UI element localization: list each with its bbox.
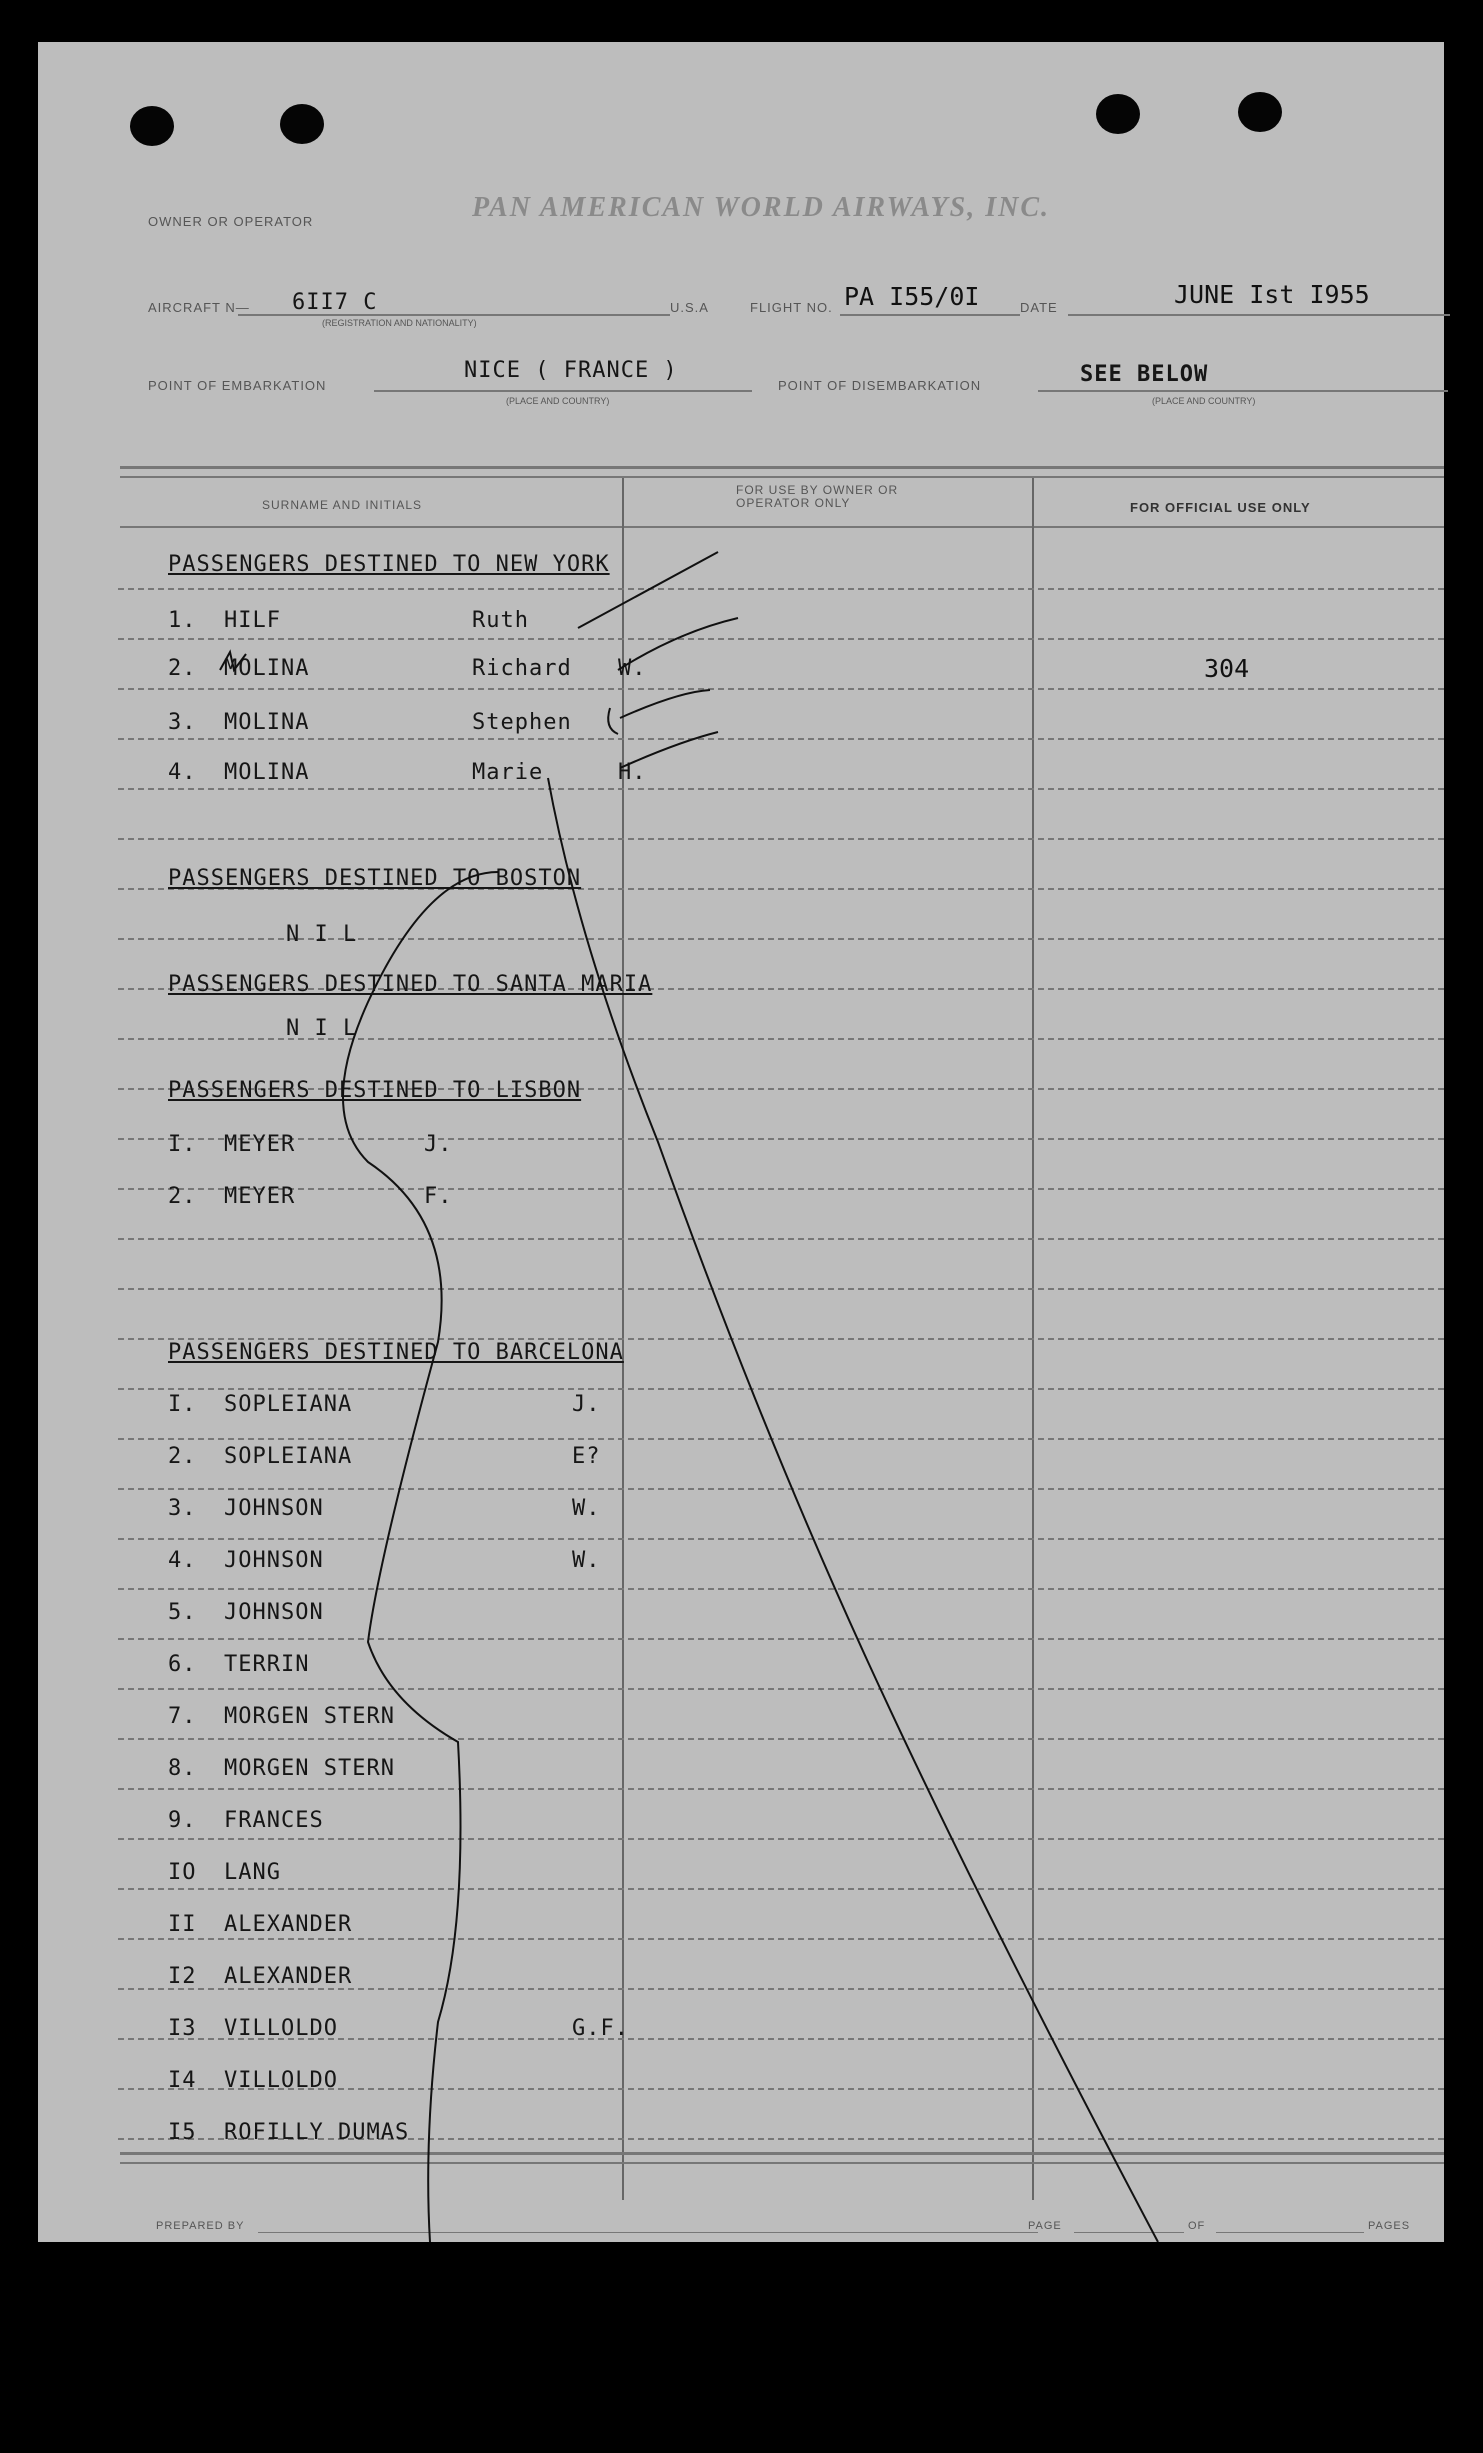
ny-given-2: Richard: [472, 656, 572, 681]
tick-mark: [220, 652, 246, 670]
embarkation-label: POINT OF EMBARKATION: [148, 378, 327, 393]
handwritten-mark: [608, 708, 618, 734]
ny-initial-4: H.: [618, 760, 647, 785]
pen-marks: [38, 42, 1444, 2242]
pages-label: PAGES: [1368, 2220, 1411, 2232]
ny-no-2: 2.: [168, 656, 197, 681]
ny-no-4: 4.: [168, 760, 197, 785]
owner-label: OWNER OR OPERATOR: [148, 214, 314, 229]
place-country-label-2: (PLACE AND COUNTRY): [1152, 396, 1256, 406]
barcelona-no-8: 8.: [168, 1756, 197, 1781]
barcelona-no-1: I.: [168, 1392, 197, 1417]
flight-value: PA I55/0I: [844, 282, 980, 311]
santa-maria-nil: N I L: [286, 1016, 358, 1041]
barcelona-surname-13: VILLOLDO: [224, 2016, 338, 2041]
boston-nil: N I L: [286, 922, 358, 947]
barcelona-no-3: 3.: [168, 1496, 197, 1521]
lisbon-no-1: I.: [168, 1132, 197, 1157]
date-value: JUNE Ist I955: [1174, 280, 1370, 309]
official-note: 304: [1204, 654, 1250, 683]
lisbon-initial-2: F.: [424, 1184, 453, 1209]
barcelona-surname-10: LANG: [224, 1860, 281, 1885]
barcelona-initial-1: J.: [572, 1392, 601, 1417]
barcelona-no-14: I4: [168, 2068, 197, 2093]
barcelona-no-4: 4.: [168, 1548, 197, 1573]
prepared-by-label: PREPARED BY: [156, 2220, 245, 2232]
usa-label: U.S.A: [670, 300, 709, 315]
date-label: DATE: [1020, 300, 1058, 315]
barcelona-initial-3: W.: [572, 1496, 601, 1521]
section-santa-maria: PASSENGERS DESTINED TO SANTA MARIA: [168, 972, 653, 997]
disembarkation-label: POINT OF DISEMBARKATION: [778, 378, 982, 393]
embarkation-value: NICE ( FRANCE ): [464, 358, 678, 383]
barcelona-initial-4: W.: [572, 1548, 601, 1573]
barcelona-no-13: I3: [168, 2016, 197, 2041]
manifest-sheet: [38, 42, 1444, 2242]
ny-surname-1: HILF: [224, 608, 281, 633]
barcelona-initial-2: E?: [572, 1444, 601, 1469]
ny-surname-2: MOLINA: [224, 656, 310, 681]
barcelona-no-5: 5.: [168, 1600, 197, 1625]
owner-use-column-header: FOR USE BY OWNER OR OPERATOR ONLY: [736, 483, 899, 510]
aircraft-label: AIRCRAFT N—: [148, 300, 250, 315]
official-use-column-header: FOR OFFICIAL USE ONLY: [1130, 500, 1311, 515]
page-label: PAGE: [1028, 2220, 1062, 2232]
ny-initial-2: W.: [618, 656, 647, 681]
of-label: OF: [1188, 2220, 1206, 2232]
barcelona-no-6: 6.: [168, 1652, 197, 1677]
pen-stroke: [548, 778, 1158, 2242]
ny-given-1: Ruth: [472, 608, 529, 633]
barcelona-no-15: I5: [168, 2120, 197, 2145]
check-mark: [578, 552, 718, 628]
barcelona-no-9: 9.: [168, 1808, 197, 1833]
barcelona-surname-1: SOPLEIANA: [224, 1392, 353, 1417]
check-mark: [620, 690, 710, 718]
barcelona-surname-5: JOHNSON: [224, 1600, 324, 1625]
section-lisbon: PASSENGERS DESTINED TO LISBON: [168, 1078, 582, 1103]
barcelona-surname-12: ALEXANDER: [224, 1964, 353, 1989]
check-mark: [620, 732, 718, 768]
barcelona-surname-8: MORGEN STERN: [224, 1756, 395, 1781]
ny-surname-4: MOLINA: [224, 760, 310, 785]
barcelona-surname-9: FRANCES: [224, 1808, 324, 1833]
flight-label: FLIGHT NO.: [750, 300, 833, 315]
barcelona-surname-14: VILLOLDO: [224, 2068, 338, 2093]
place-country-label: (PLACE AND COUNTRY): [506, 396, 610, 406]
barcelona-surname-2: SOPLEIANA: [224, 1444, 353, 1469]
lisbon-initial-1: J.: [424, 1132, 453, 1157]
ny-given-4: Marie: [472, 760, 544, 785]
pen-stroke: [343, 872, 498, 2242]
barcelona-initial-13: G.F.: [572, 2016, 629, 2041]
aircraft-value: 6II7 C: [292, 290, 378, 315]
airline-name: PAN AMERICAN WORLD AIRWAYS, INC.: [472, 192, 1051, 223]
barcelona-surname-11: ALEXANDER: [224, 1912, 353, 1937]
lisbon-surname-1: MEYER: [224, 1132, 296, 1157]
barcelona-surname-6: TERRIN: [224, 1652, 310, 1677]
section-new-york: PASSENGERS DESTINED TO NEW YORK: [168, 552, 610, 577]
ny-given-3: Stephen: [472, 710, 572, 735]
section-boston: PASSENGERS DESTINED TO BOSTON: [168, 866, 582, 891]
barcelona-no-2: 2.: [168, 1444, 197, 1469]
lisbon-surname-2: MEYER: [224, 1184, 296, 1209]
barcelona-surname-15: ROFILLY DUMAS: [224, 2120, 410, 2145]
barcelona-no-11: II: [168, 1912, 197, 1937]
barcelona-surname-3: JOHNSON: [224, 1496, 324, 1521]
barcelona-surname-7: MORGEN STERN: [224, 1704, 395, 1729]
check-mark: [618, 618, 738, 670]
ny-surname-3: MOLINA: [224, 710, 310, 735]
disembarkation-value: SEE BELOW: [1080, 362, 1209, 387]
barcelona-no-7: 7.: [168, 1704, 197, 1729]
surname-column-header: SURNAME AND INITIALS: [262, 498, 423, 512]
lisbon-no-2: 2.: [168, 1184, 197, 1209]
ny-no-1: 1.: [168, 608, 197, 633]
barcelona-no-12: I2: [168, 1964, 197, 1989]
registration-label: (REGISTRATION AND NATIONALITY): [322, 318, 477, 328]
ny-no-3: 3.: [168, 710, 197, 735]
barcelona-no-10: IO: [168, 1860, 197, 1885]
barcelona-surname-4: JOHNSON: [224, 1548, 324, 1573]
section-barcelona: PASSENGERS DESTINED TO BARCELONA: [168, 1340, 624, 1365]
